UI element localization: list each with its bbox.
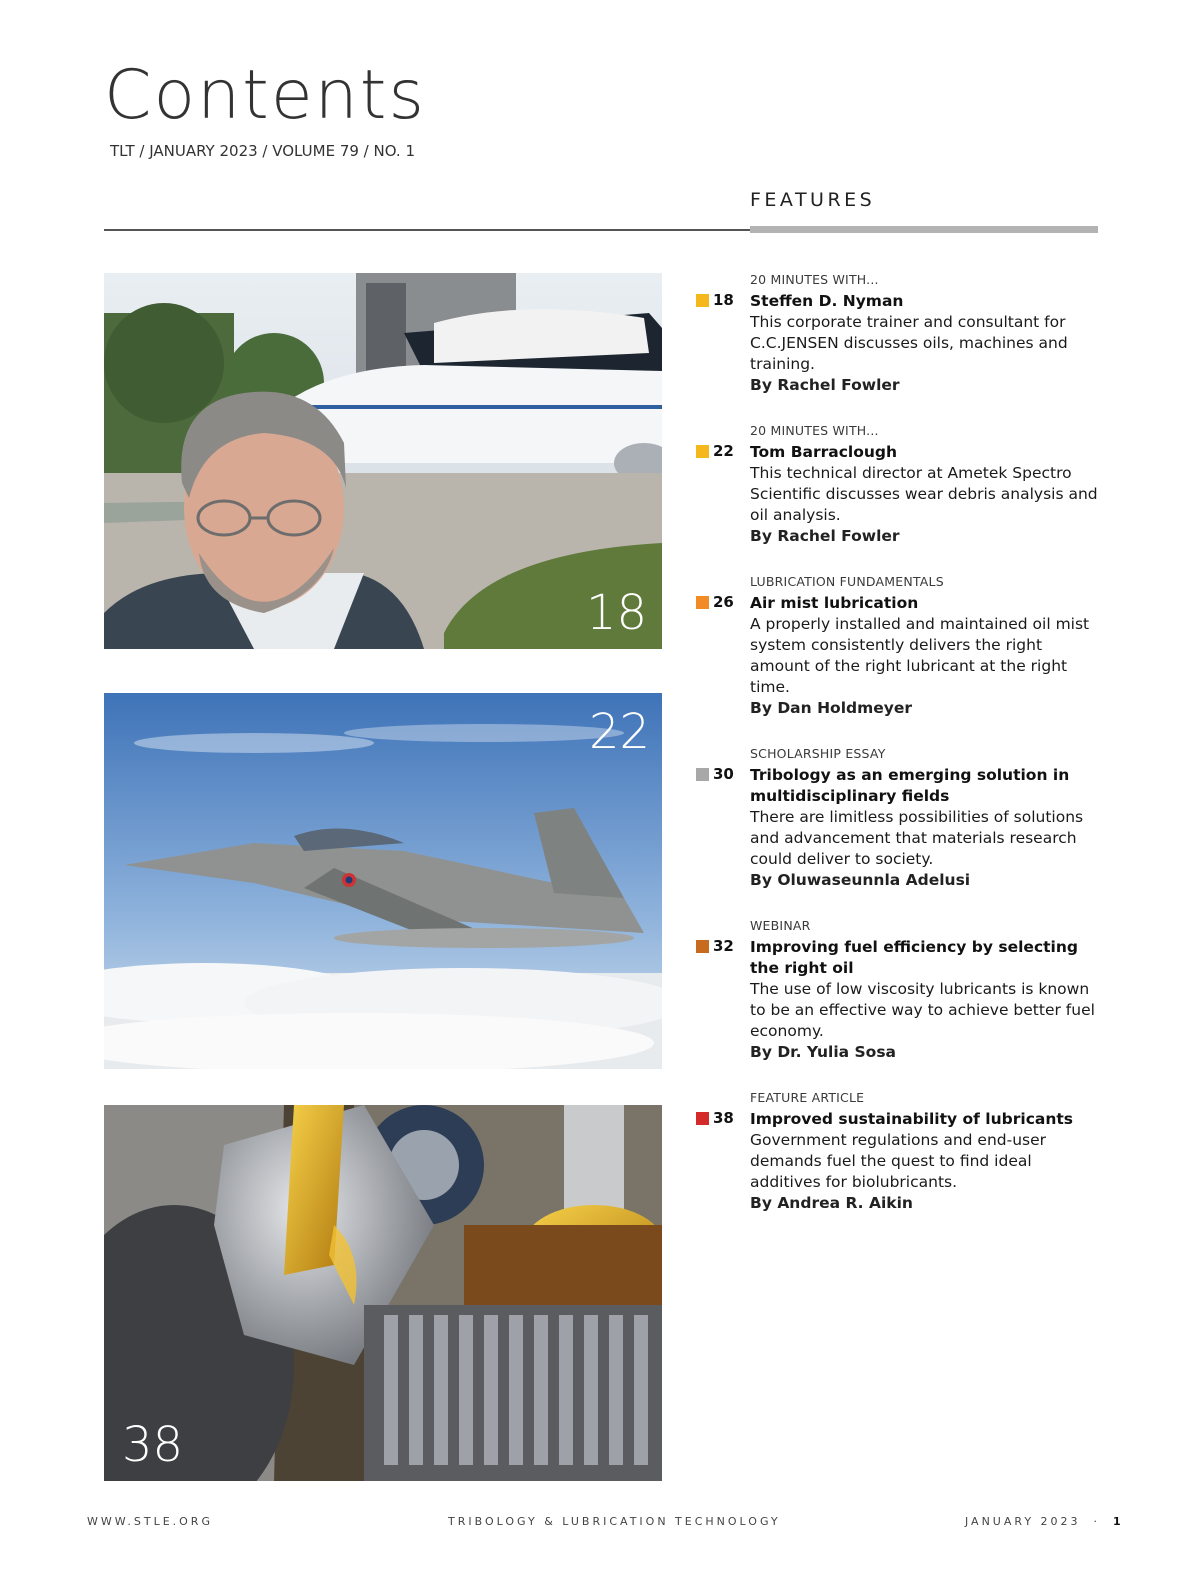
feature-item[interactable] [696,574,1100,719]
footer-website[interactable]: WWW.STLE.ORG [87,1515,213,1528]
features-list [696,272,1100,1241]
photo-page-number: 22 [589,704,651,760]
feature-description: There are limitless possibilities of solutions and advancement that materials research could deliver to society. [750,808,1084,868]
feature-description: Government regulations and end-user demands fuel the quest to find ideal additives for biolubricants. [750,1131,1047,1191]
feature-byline: By Oluwaseunnla Adelusi [750,871,971,889]
feature-item[interactable] [696,746,1100,891]
feature-item[interactable] [696,423,1100,547]
section-heading-features: FEATURES [750,189,876,211]
feature-kicker: 20 MINUTES WITH... [750,423,879,438]
feature-item[interactable] [696,918,1100,1063]
feature-kicker: FEATURE ARTICLE [750,1090,865,1105]
footer-page-number: 1 [1113,1515,1124,1528]
feature-kicker: WEBINAR [750,918,811,933]
footer-date-page [965,1515,1124,1528]
feature-description: A properly installed and maintained oil mist system consistently delivers the right amount of the right lubricant at the right time. [750,615,1090,696]
section-accent-rule [750,226,1098,233]
color-marker [696,1112,709,1125]
feature-title[interactable]: Tom Barraclough [750,443,898,461]
gears-oil-photo[interactable] [104,1105,662,1481]
feature-page-number: 30 [713,765,734,783]
color-marker [696,596,709,609]
feature-kicker: SCHOLARSHIP ESSAY [750,746,886,761]
museum-selfie-photo[interactable] [104,273,662,649]
feature-page-number: 26 [713,593,734,611]
photo-page-number: 18 [586,585,648,641]
feature-description: This technical director at Ametek Spectro Scientific discusses wear debris analysis and oil analysis. [750,464,1098,524]
feature-description: The use of low viscosity lubricants is known to be an effective way to achieve better fuel economy. [750,980,1095,1040]
fighter-jet-photo[interactable] [104,693,662,1069]
feature-title[interactable]: Air mist lubrication [750,594,919,612]
feature-page-number: 32 [713,937,734,955]
feature-byline: By Rachel Fowler [750,527,900,545]
feature-byline: By Rachel Fowler [750,376,900,394]
feature-page-number: 38 [713,1109,734,1127]
feature-page-number: 18 [713,291,734,309]
feature-byline: By Dan Holdmeyer [750,699,913,717]
feature-description: This corporate trainer and consultant for C.C.JENSEN discusses oils, machines and training. [750,313,1068,373]
feature-kicker: LUBRICATION FUNDAMENTALS [750,574,944,589]
feature-item[interactable] [696,272,1100,396]
feature-title[interactable]: Improving fuel efficiency by selecting the right oil [750,938,1078,977]
photo-page-number: 38 [122,1417,184,1473]
footer-separator: · [1093,1515,1101,1528]
footer-date: JANUARY 2023 [965,1515,1081,1528]
feature-title[interactable]: Tribology as an emerging solution in multidisciplinary fields [750,766,1070,805]
issue-line: TLT / JANUARY 2023 / VOLUME 79 / NO. 1 [110,142,416,160]
feature-byline: By Dr. Yulia Sosa [750,1043,897,1061]
feature-item[interactable] [696,1090,1100,1214]
color-marker [696,294,709,307]
page-title: Contents [104,56,426,135]
feature-kicker: 20 MINUTES WITH... [750,272,879,287]
divider-rule [104,229,750,231]
footer-publication: TRIBOLOGY & LUBRICATION TECHNOLOGY [448,1515,781,1528]
feature-byline: By Andrea R. Aikin [750,1194,913,1212]
feature-page-number: 22 [713,442,734,460]
color-marker [696,445,709,458]
color-marker [696,940,709,953]
color-marker [696,768,709,781]
feature-title[interactable]: Steffen D. Nyman [750,292,904,310]
feature-title[interactable]: Improved sustainability of lubricants [750,1110,1074,1128]
